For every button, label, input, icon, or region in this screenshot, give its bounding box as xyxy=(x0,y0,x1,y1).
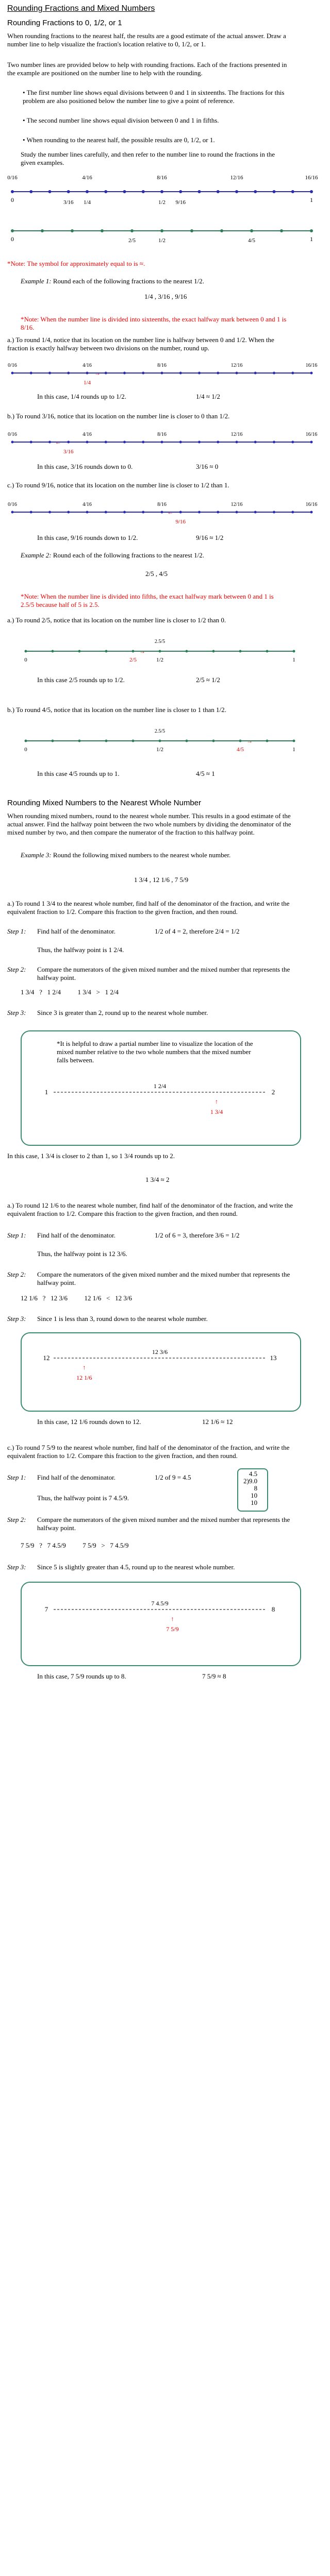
example-text: Round the following mixed numbers to the nearest whole number. xyxy=(53,851,231,859)
tick-dot xyxy=(67,190,70,193)
step1-equation: 1/2 of 4 = 2, therefore 2/4 = 1/2 xyxy=(155,927,240,935)
tick-dot xyxy=(217,511,219,514)
halfway-text: Thus, the halfway point is 7 4.5/9. xyxy=(37,1494,129,1502)
tick-dot xyxy=(67,441,70,444)
tick-label: 16/16 xyxy=(305,432,318,437)
note-symbol: *Note: The symbol for approximately equal to is ≈. xyxy=(7,260,145,267)
tick-dot xyxy=(273,190,276,193)
tick-dot xyxy=(161,441,163,444)
step1-label xyxy=(7,1473,26,1481)
tick-label: 0/16 xyxy=(8,502,17,507)
value-label: 1 3/4 xyxy=(210,1108,223,1115)
tick-dot xyxy=(161,511,163,514)
step3-text: Since 3 is greater than 2, round up to the nearest whole number. xyxy=(37,1009,208,1016)
tick-dot xyxy=(142,190,145,193)
tick-dot xyxy=(123,441,126,444)
tick-dot xyxy=(159,740,161,742)
tick-dot xyxy=(11,229,14,232)
line-left-label: 7 xyxy=(44,1605,48,1613)
long-division xyxy=(243,1470,257,1506)
bullet-3: • When rounding to the nearest half, the possible results are 0, 1/2, or 1. xyxy=(23,136,215,144)
note-sixteenths: *Note: When the number line is divided into sixteenths, the exact halfway mark between 0 and 1 is 8/16. xyxy=(21,315,287,331)
ex1-c-text: c.) To round 9/16, notice that its location on the number line is closer to 1/2 than 1. xyxy=(7,481,229,489)
tick-dot xyxy=(86,190,89,193)
marked-fraction: 4/5 xyxy=(236,747,244,753)
tick-label: 8/16 xyxy=(157,502,167,507)
line-right-label: 8 xyxy=(271,1605,275,1613)
ex3-a-text: a.) To round 1 3/4 to the nearest whole number, find half of the denominator of the fraction, and write the equivalent fraction to 1/2. Compare this fraction to the given fraction, and then round. xyxy=(7,900,290,916)
tick-dot xyxy=(293,650,295,653)
tick-dot xyxy=(179,511,182,514)
half-label: 1/2 xyxy=(156,747,164,753)
arrow-up-icon: ↑ xyxy=(171,1615,174,1622)
compare-line: 12 1/6 ? 12 3/6 12 1/6 < 12 3/6 xyxy=(21,1294,133,1302)
arrow-icon: → xyxy=(246,737,253,744)
step3-label xyxy=(7,1315,26,1323)
number-line-sixteenths xyxy=(7,170,317,216)
tick-label: 4/16 xyxy=(82,175,92,181)
tick-dot xyxy=(186,740,188,742)
tick-dot xyxy=(78,740,81,742)
line-left-label: 1 xyxy=(44,1088,48,1096)
arrow-icon: ← xyxy=(167,509,174,516)
bullet-2: • The second number line shows equal division between 0 and 1 in fifths. xyxy=(23,116,219,124)
step3-text: Since 5 is slightly greater than 4.5, round up to the nearest whole number. xyxy=(37,1563,235,1571)
tick-dot xyxy=(86,441,89,444)
end-label-1: 1 xyxy=(310,235,313,243)
tick-dot xyxy=(48,190,52,193)
division-line: 4.5 xyxy=(249,1470,258,1478)
tick-dot xyxy=(105,740,108,742)
ex3-b-result: In this case, 12 1/6 rounds down to 12. xyxy=(37,1418,141,1426)
half-mark: 2.5/5 xyxy=(154,728,166,734)
tick-label: 0/16 xyxy=(8,432,17,437)
ex2-a-result: In this case 2/5 rounds up to 1/2. xyxy=(37,676,125,684)
ex3-c-text: c.) To round 7 5/9 to the nearest whole number, find half of the denominator of the fraction, and write the equivalent fraction to 1/2. Compare this fraction to the given fraction, and then round. xyxy=(7,1444,290,1460)
fraction-label: 4/5 xyxy=(248,238,256,244)
number-line-e2b xyxy=(21,725,299,756)
step1-label xyxy=(7,1231,26,1239)
tick-dot xyxy=(217,190,220,193)
tick-dot xyxy=(239,650,242,653)
tick-label: 12/16 xyxy=(230,432,243,437)
section1-heading: Rounding Fractions to 0, 1/2, or 1 xyxy=(7,19,122,27)
tick-dot xyxy=(239,740,242,742)
step1-equation: 1/2 of 9 = 4.5 xyxy=(155,1473,191,1481)
tick-dot xyxy=(11,441,14,444)
tick-dot xyxy=(30,372,32,375)
step-label: Step 1: xyxy=(7,927,26,935)
tick-dot xyxy=(105,372,107,375)
tick-dot xyxy=(132,740,135,742)
ex3-b-final: 12 1/6 ≈ 12 xyxy=(202,1418,233,1426)
line-right-label: 13 xyxy=(270,1354,277,1362)
tick-dot xyxy=(142,441,144,444)
partial-line-a xyxy=(36,1072,284,1133)
end-label-1: 1 xyxy=(292,747,295,753)
tick-dot xyxy=(254,190,257,193)
tick-dot xyxy=(198,441,201,444)
tick-dot xyxy=(104,190,107,193)
tick-dot xyxy=(105,650,108,653)
marked-fraction: 2/5 xyxy=(129,657,137,663)
tick-dot xyxy=(86,511,89,514)
tick-dot xyxy=(25,650,27,653)
step-label: Step 2: xyxy=(7,1516,26,1523)
tick-dot xyxy=(142,511,144,514)
tick-dot xyxy=(273,441,275,444)
section1-intro2: Two number lines are provided below to help with rounding fractions. Each of the fractions presented in the example are positioned on the number line to help with the rounding. xyxy=(7,61,287,77)
tick-dot xyxy=(48,372,51,375)
tick-dot xyxy=(186,650,188,653)
halfway-label: 7 4.5/9 xyxy=(151,1600,169,1607)
step-label: Step 3: xyxy=(7,1009,26,1016)
step-label: Step 2: xyxy=(7,965,26,973)
value-label: 7 5/9 xyxy=(166,1625,179,1633)
half-label: 1/2 xyxy=(156,657,164,663)
tick-dot xyxy=(254,441,257,444)
ex1-b-result: In this case, 3/16 rounds down to 0. xyxy=(37,463,133,470)
ex2-a-equation: 2/5 ≈ 1/2 xyxy=(196,676,220,684)
step1-label xyxy=(7,927,26,935)
tick-dot xyxy=(310,229,313,232)
step3-label xyxy=(7,1009,26,1016)
section2-heading: Rounding Mixed Numbers to the Nearest Whole Number xyxy=(7,799,202,807)
halfway-label: 12 3/6 xyxy=(152,1348,168,1355)
bullet-1: • The first number line shows equal divisions between 0 and 1 in sixteenths. The fractions for this problem are also positioned below the number line to give a point of reference. xyxy=(23,89,285,105)
marked-fraction: 3/16 xyxy=(63,449,74,455)
line-right-label: 2 xyxy=(271,1088,275,1096)
halfway-label: 1 2/4 xyxy=(153,1082,167,1090)
step3-text: Since 1 is less than 3, round down to the nearest whole number. xyxy=(37,1315,208,1323)
partial-line-b xyxy=(36,1337,284,1404)
box-note: *It is helpful to draw a partial number line to visualize the location of the mixed number relative to the two whole numbers that the mixed number falls between. xyxy=(57,1040,253,1064)
ex2-b-equation: 4/5 ≈ 1 xyxy=(196,770,215,777)
ex1-b-equation: 3/16 ≈ 0 xyxy=(196,463,219,470)
ex3-a-result: In this case, 1 3/4 is closer to 2 than 1, so 1 3/4 rounds up to 2. xyxy=(7,1152,175,1160)
ex1-c-result: In this case, 9/16 rounds down to 1/2. xyxy=(37,534,138,541)
step-label: Step 2: xyxy=(7,1270,26,1278)
ex1-a-text: a.) To round 1/4, notice that its location on the number line is halfway between 0 and 1/2. When the fraction is exactly halfway between two divisions on the number, round up. xyxy=(7,336,274,352)
tick-dot xyxy=(250,229,253,232)
end-label-0: 0 xyxy=(24,657,27,663)
ex3-c-result: In this case, 7 5/9 rounds up to 8. xyxy=(37,1672,126,1680)
end-label-0: 0 xyxy=(24,747,27,753)
tick-dot xyxy=(123,511,126,514)
tick-dot xyxy=(78,650,81,653)
section1-intro: When rounding fractions to the nearest half, the results are a good estimate of the actual answer. Draw a number line to help visualize the fraction's location relative to 0, 1/2, or 1. xyxy=(7,32,286,48)
tick-dot xyxy=(198,190,201,193)
number-line-c xyxy=(7,501,317,527)
ex1-a-result: In this case, 1/4 rounds up to 1/2. xyxy=(37,393,126,400)
fraction-label: 2/5 xyxy=(128,238,136,244)
ex2-b-text: b.) To round 4/5, notice that its location on the number line is closer to 1 than 1/2. xyxy=(7,706,226,714)
fraction-label: 3/16 xyxy=(63,199,74,206)
step1-text: Find half of the denominator. xyxy=(37,927,116,935)
tick-dot xyxy=(235,190,238,193)
ex2-a-text: a.) To round 2/5, notice that its location on the number line is closer to 1/2 than 0. xyxy=(7,616,226,624)
step-label: Step 1: xyxy=(7,1231,26,1239)
tick-dot xyxy=(236,511,238,514)
step1-equation: 1/2 of 6 = 3, therefore 3/6 = 1/2 xyxy=(155,1231,240,1239)
tick-label: 8/16 xyxy=(157,363,167,368)
tick-dot xyxy=(71,229,74,232)
number-line-a xyxy=(7,362,317,387)
tick-dot xyxy=(48,511,51,514)
step3-label xyxy=(7,1563,26,1571)
step2-label xyxy=(7,1516,26,1523)
tick-dot xyxy=(179,441,182,444)
tick-dot xyxy=(123,190,126,193)
ex1-b-text: b.) To round 3/16, notice that its location on the number line is closer to 0 than 1/2. xyxy=(7,412,230,420)
compare-line: 1 3/4 ? 1 2/4 1 3/4 > 1 2/4 xyxy=(21,988,119,996)
step2-text: Compare the numerators of the given mixed number and the mixed number that represents the halfway point. xyxy=(37,1270,290,1286)
division-line: 8 xyxy=(254,1484,258,1492)
arrow-icon: → xyxy=(139,648,145,655)
ex3-a-final: 1 3/4 ≈ 2 xyxy=(145,1176,170,1183)
tick-dot xyxy=(190,229,193,232)
tick-label: 4/16 xyxy=(82,432,92,437)
half-mark: 2.5/5 xyxy=(154,639,166,645)
tick-label: 8/16 xyxy=(157,432,167,437)
example2 xyxy=(21,551,309,560)
tick-dot xyxy=(132,650,135,653)
tick-dot xyxy=(161,372,163,375)
step2-text: Compare the numerators of the given mixed number and the mixed number that represents the halfway point. xyxy=(37,1516,290,1532)
tick-dot xyxy=(310,511,313,514)
arrow-up-icon: ↑ xyxy=(215,1098,218,1105)
tick-dot xyxy=(254,372,257,375)
tick-dot xyxy=(198,511,201,514)
fraction-label: 9/16 xyxy=(175,199,186,206)
tick-dot xyxy=(123,372,126,375)
tick-dot xyxy=(310,190,313,193)
step2-label xyxy=(7,1270,26,1278)
tick-dot xyxy=(236,372,238,375)
division-line: 2)9.0 xyxy=(243,1477,258,1485)
tick-label: 16/16 xyxy=(305,502,318,507)
tick-label: 4/16 xyxy=(82,502,92,507)
line-left-label: 12 xyxy=(43,1354,50,1362)
tick-dot xyxy=(11,372,14,375)
halfway-text: Thus, the halfway point is 1 2/4. xyxy=(37,946,124,954)
tick-dot xyxy=(142,372,144,375)
value-label: 12 1/6 xyxy=(76,1374,92,1381)
step-label: Step 3: xyxy=(7,1315,26,1323)
step2-text: Compare the numerators of the given mixed number and the mixed number that represents the halfway point. xyxy=(37,965,290,981)
example-text: Round each of the following fractions to the nearest 1/2. xyxy=(53,551,204,559)
marked-fraction: 9/16 xyxy=(175,519,186,525)
example2-list: 2/5 , 4/5 xyxy=(145,570,168,578)
ex3-b-text: a.) To round 12 1/6 to the nearest whole number, find half of the denominator of the fraction, and write the equivalent fraction to 1/2. Compare this fraction to the given fraction, and then round. xyxy=(7,1201,293,1217)
tick-dot xyxy=(30,511,32,514)
arrow-up-icon: ↑ xyxy=(82,1364,86,1371)
tick-dot xyxy=(291,372,294,375)
tick-dot xyxy=(266,650,269,653)
tick-dot xyxy=(29,190,32,193)
tick-label: 8/16 xyxy=(157,175,167,181)
note-fifths: *Note: When the number line is divided into fifths, the exact halfway mark between 0 and 1 is 2.5/5 because half of 5 is 2.5. xyxy=(21,592,274,608)
example3 xyxy=(21,851,309,859)
tick-dot xyxy=(280,229,283,232)
tick-dot xyxy=(273,372,275,375)
example-text: Round each of the following fractions to the nearest 1/2. xyxy=(53,277,204,285)
number-line-e2a xyxy=(21,636,299,667)
tick-dot xyxy=(273,511,275,514)
tick-dot xyxy=(11,511,14,514)
step-label: Step 1: xyxy=(7,1473,26,1481)
tick-dot xyxy=(310,441,313,444)
tick-label: 4/16 xyxy=(82,363,92,368)
fraction-label: 1/2 xyxy=(158,199,166,206)
bullet-text: When rounding to the nearest half, the possible results are 0, 1/2, or 1. xyxy=(26,136,215,144)
tick-dot xyxy=(212,740,215,742)
fraction-label: 1/4 xyxy=(83,199,91,206)
tick-dot xyxy=(52,740,54,742)
tick-dot xyxy=(266,740,269,742)
arrow-icon: ← xyxy=(55,438,61,446)
end-label-1: 1 xyxy=(292,657,295,663)
tick-dot xyxy=(48,441,51,444)
tick-label: 0/16 xyxy=(8,363,17,368)
example-label: Example 3: xyxy=(21,851,52,859)
fraction-label: 1/2 xyxy=(158,238,166,244)
tick-dot xyxy=(293,740,295,742)
ex2-b-result: In this case 4/5 rounds up to 1. xyxy=(37,770,120,777)
tick-label: 12/16 xyxy=(230,502,243,507)
tick-dot xyxy=(101,229,104,232)
tick-dot xyxy=(130,229,134,232)
tick-dot xyxy=(11,190,14,193)
tick-dot xyxy=(236,441,238,444)
tick-dot xyxy=(67,372,70,375)
step-label: Step 3: xyxy=(7,1563,26,1571)
tick-dot xyxy=(254,511,257,514)
ex3-c-final: 7 5/9 ≈ 8 xyxy=(202,1672,226,1680)
example3-list: 1 3/4 , 12 1/6 , 7 5/9 xyxy=(134,876,189,884)
end-label-0: 0 xyxy=(11,235,14,243)
end-label-1: 1 xyxy=(310,196,313,204)
division-line: 10 xyxy=(251,1492,258,1499)
division-line: 10 xyxy=(251,1499,258,1506)
number-line-b xyxy=(7,431,317,456)
tick-dot xyxy=(30,441,32,444)
page-title: Rounding Fractions and Mixed Numbers xyxy=(7,4,155,13)
tick-dot xyxy=(105,511,107,514)
tick-dot xyxy=(67,511,70,514)
tick-dot xyxy=(179,372,182,375)
example1-list: 1/4 , 3/16 , 9/16 xyxy=(144,293,187,300)
study-note: Study the number lines carefully, and then refer to the number line to round the fractions in the given examples. xyxy=(21,150,275,166)
tick-dot xyxy=(160,190,163,193)
partial-line-c xyxy=(36,1587,284,1659)
section2-intro: When rounding mixed numbers, round to the nearest whole number. This results in a good estimate of the actual answer. Find the halfway point between the two whole numbers by dividing the denominator of the mixed number by two, and then compare the numerator of the fraction to this halfway point. xyxy=(7,812,291,836)
tick-dot xyxy=(159,650,161,653)
tick-label: 12/16 xyxy=(230,363,243,368)
end-label-0: 0 xyxy=(11,196,14,204)
tick-label: 16/16 xyxy=(305,175,318,181)
tick-dot xyxy=(160,229,163,232)
tick-label: 16/16 xyxy=(305,363,318,368)
tick-dot xyxy=(217,372,219,375)
step2-label xyxy=(7,965,26,973)
compare-line: 7 5/9 ? 7 4.5/9 7 5/9 > 7 4.5/9 xyxy=(21,1541,129,1549)
tick-dot xyxy=(217,441,219,444)
ex1-a-equation: 1/4 ≈ 1/2 xyxy=(196,393,220,400)
tick-dot xyxy=(198,372,201,375)
example-label: Example 1: xyxy=(21,277,52,285)
example1 xyxy=(21,277,309,285)
marked-fraction: 1/4 xyxy=(83,380,91,386)
tick-label: 12/16 xyxy=(230,175,243,181)
tick-dot xyxy=(52,650,54,653)
number-line-fifths xyxy=(7,215,317,246)
ex1-c-equation: 9/16 ≈ 1/2 xyxy=(196,534,224,541)
tick-dot xyxy=(310,372,313,375)
step1-text: Find half of the denominator. xyxy=(37,1231,116,1239)
tick-dot xyxy=(212,650,215,653)
arrow-icon: → xyxy=(94,369,101,377)
tick-dot xyxy=(179,190,182,193)
example-label: Example 2: xyxy=(21,551,52,559)
tick-dot xyxy=(25,740,27,742)
bullet-text: The second number line shows equal division between 0 and 1 in fifths. xyxy=(26,116,219,124)
tick-dot xyxy=(86,372,89,375)
bullet-text: The first number line shows equal divisions between 0 and 1 in sixteenths. The fractions for this problem are also positioned below the number line to give a point of reference. xyxy=(23,89,285,105)
halfway-text: Thus, the halfway point is 12 3/6. xyxy=(37,1250,127,1258)
step1-text: Find half of the denominator. xyxy=(37,1473,116,1481)
tick-dot xyxy=(291,190,294,193)
tick-dot xyxy=(291,511,294,514)
tick-dot xyxy=(291,441,294,444)
tick-dot xyxy=(220,229,223,232)
tick-label: 0/16 xyxy=(7,175,18,181)
tick-dot xyxy=(41,229,44,232)
tick-dot xyxy=(105,441,107,444)
